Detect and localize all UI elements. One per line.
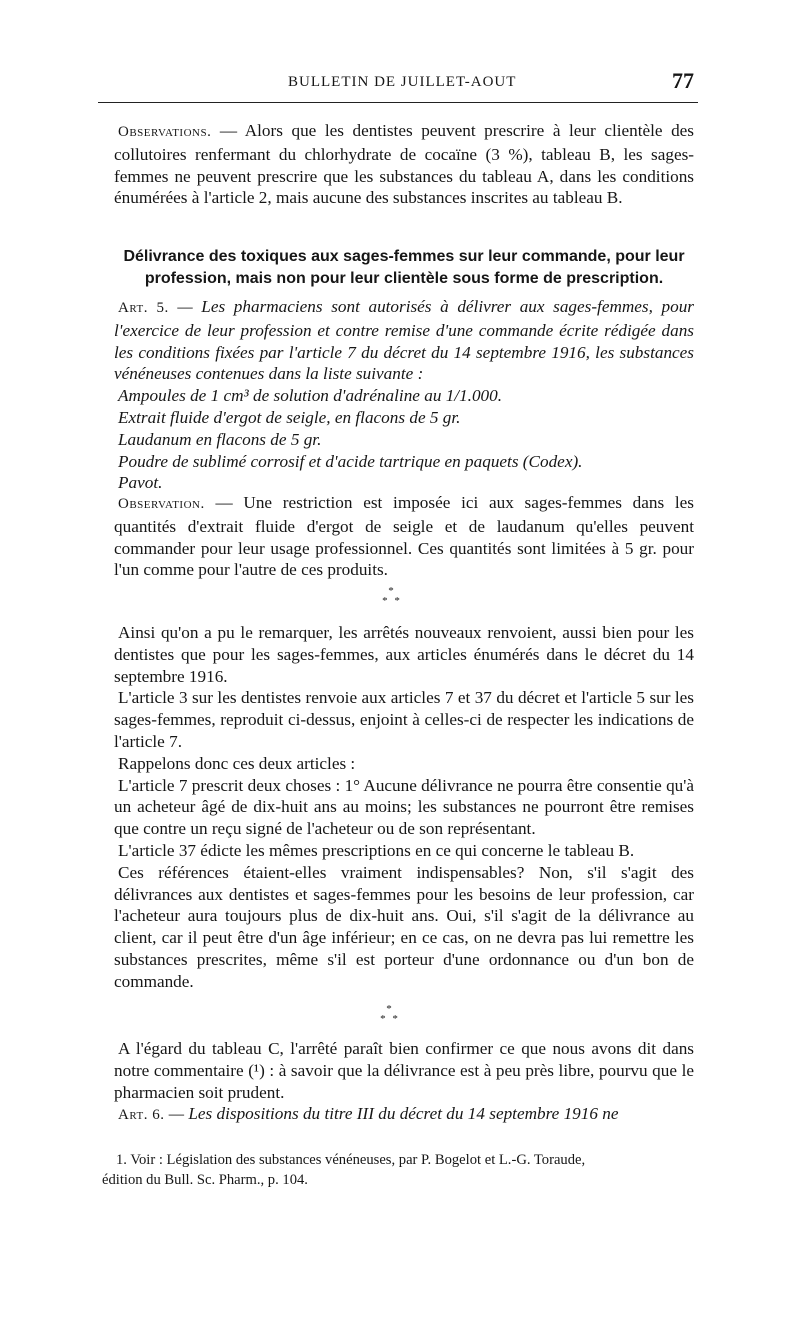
list-item: Extrait fluide d'ergot de seigle, en flacons de 5 gr. [118, 407, 461, 427]
paragraph: Rappelons donc ces deux articles : [118, 753, 356, 773]
article-6-label: Art. 6. [118, 1107, 165, 1124]
list-item: Pavot. [118, 473, 163, 493]
observation-label: Observation. [118, 496, 205, 512]
observation-text: — Une restriction est imposée ici aux sages-femmes dans les quantités d'extrait fluide d'ergot de seigle et de laudanum qu'elles peuvent commander pour leur usage professionnel. Ces quantités sont limitées à 5 gr. pour l'un comme pour l'autre de ces produits. [114, 493, 694, 580]
running-title: BULLETIN DE JUILLET-AOUT [288, 74, 517, 90]
footnote-line: édition du Bull. Sc. Pharm., p. 104. [102, 1172, 308, 1188]
asterism-divider: * * * [382, 585, 402, 607]
article-6-text: — Les dispositions du titre III du décret du 14 septembre 1916 ne [164, 1104, 619, 1124]
observations-text: — Alors que les dentistes peuvent prescrire à leur clientèle des collutoires renfermant du chlorhydrate de cocaïne (3 %), tableau B, les sages-femmes ne peuvent prescrire que les substances du tableau A, dans les conditions énumérées à l'article 2, mais aucune des substances inscrites au tableau B. [114, 121, 694, 208]
footnote-line: 1. Voir : Législation des substances vénéneuses, par P. Bogelot et L.-G. Toraude, [116, 1152, 586, 1168]
paragraph: L'article 3 sur les dentistes renvoie aux articles 7 et 37 du décret et l'article 5 sur les sages-femmes, reproduit ci-dessus, enjoint à celles-ci de respecter les indications de l'article 7. [114, 688, 694, 751]
observation-block [114, 492, 694, 581]
list-item: Ampoules de 1 cm³ de solution d'adrénaline au 1/1.000. [118, 386, 503, 406]
article-5-label: Art. 5. [118, 300, 169, 316]
observations-label: Observations. [118, 124, 212, 140]
commentary-section [114, 622, 694, 993]
paragraph: L'article 7 prescrit deux choses : 1° Aucune délivrance ne pourra être consentie qu'à un acheteur âgé de dix-huit ans au moins; les substances ne pourront être remises que contre un reçu signé de l'acheteur ou de son représentant. [114, 775, 694, 839]
page-number: 77 [672, 68, 694, 93]
list-item: Laudanum en flacons de 5 gr. [118, 429, 322, 449]
asterism-divider: * * * [380, 1003, 400, 1025]
paragraph: L'article 37 édicte les mêmes prescriptions en ce qui concerne le tableau B. [118, 840, 635, 860]
observations-block [114, 120, 694, 209]
article-5-text: — Les pharmaciens sont autorisés à délivrer aux sages-femmes, pour l'exercice de leur profession et contre remise d'une commande écrite rédigée dans les conditions fixées par l'article 7 du décret du 14 septembre 1916, les substances vénéneuses contenues dans la liste suivante : [114, 297, 694, 384]
paragraph: Ces références étaient-elles vraiment indispensables? Non, s'il s'agit des délivrances aux dentistes et sages-femmes pour les besoins de leur profession, car l'acheteur aura toujours plus de dix-huit ans. Oui, s'il s'agit de la délivrance au client, car il peut être d'un âge inférieur; en ce cas, on ne devra pas lui remettre les substances prescrites, même s'il est porteur d'une ordonnance ou d'un bon de commande. [114, 862, 694, 991]
page-header [98, 66, 698, 103]
section-heading: Délivrance des toxiques aux sages-femmes sur leur commande, pour leur profession, mais non pour leur clientèle sous forme de prescription. [123, 248, 685, 287]
paragraph: Ainsi qu'on a pu le remarquer, les arrêtés nouveaux renvoient, aussi bien pour les dentistes que pour les sages-femmes, aux articles énumérés dans le décret du 14 septembre 1916. [114, 623, 694, 686]
article-5-block [114, 296, 694, 494]
tableau-c-section [114, 1038, 694, 1127]
paragraph: A l'égard du tableau C, l'arrêté paraît bien confirmer ce que nous avons dit dans notre commentaire (¹) : à savoir que la délivrance est à peu près libre, pourvu que le pharmacien soit prudent. [114, 1039, 694, 1102]
list-item: Poudre de sublimé corrosif et d'acide tartrique en paquets (Codex). [118, 451, 583, 471]
footnote [102, 1150, 702, 1190]
